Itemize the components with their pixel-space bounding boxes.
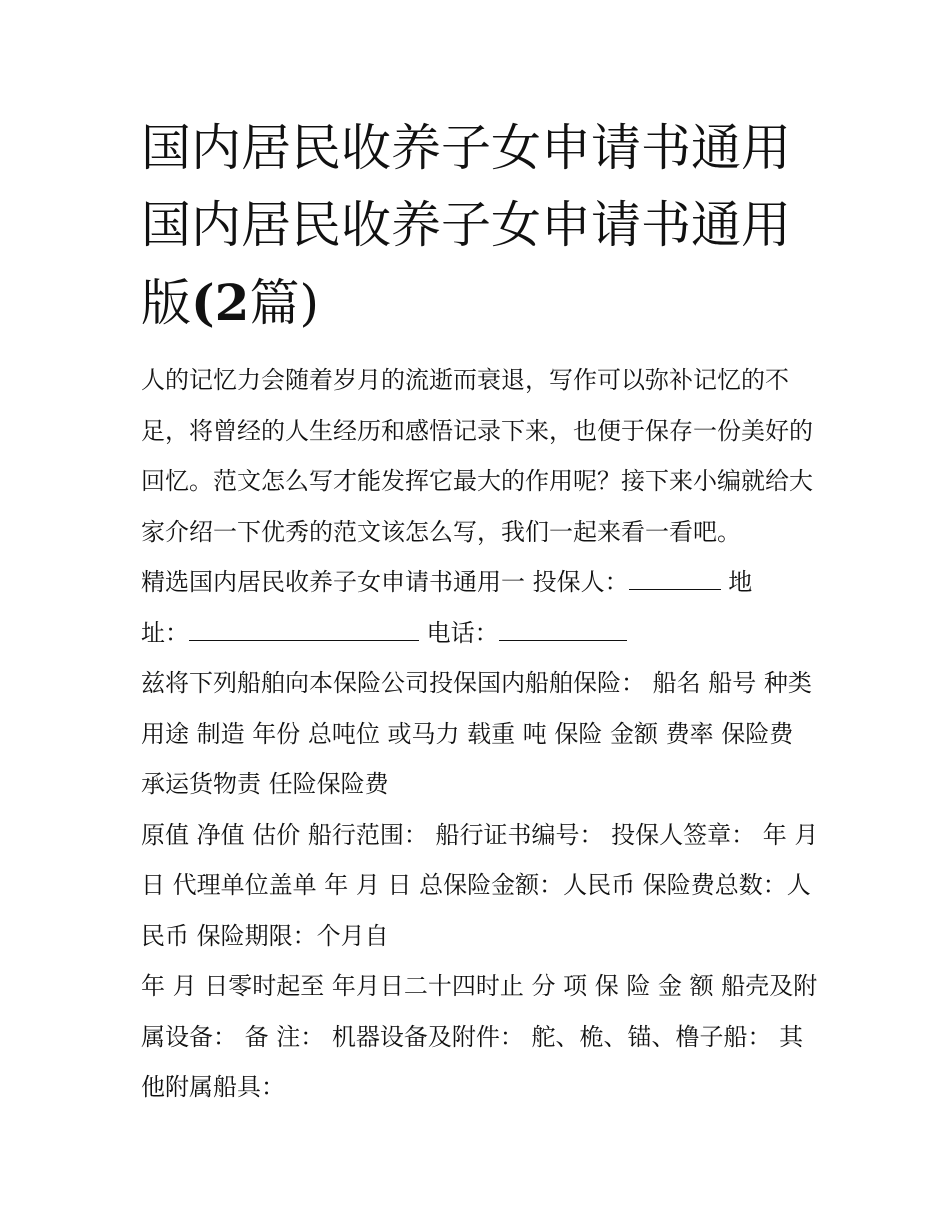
applicant-label: 精选国内居民收养子女申请书通用一 投保人： [141,568,629,596]
title-line-3-suffix: 篇) [249,274,319,332]
title-line-3-bold: (2 [191,273,250,332]
value-paragraph: 原值 净值 估价 船行范围： 船行证书编号： 投保人签章： 年 月 日 代理单位盖单 年 月 日 总保险金额：人民币 保险费总数：人民币 保险期限：个月自 [141,820,819,950]
address-blank [189,618,419,641]
intro-paragraph: 人的记忆力会随着岁月的流逝而衰退，写作可以弥补记忆的不足，将曾经的人生经历和感悟记录下来，也便于保存一份美好的回忆。范文怎么写才能发挥它最大的作用呢？接下来小编就给大家介绍一下优秀的范文该怎么写，我们一起来看一看吧。 [141,366,813,546]
address-label-part1: 地 [720,568,753,596]
title-line-3 [141,264,821,342]
title-line-3-prefix: 版 [141,274,191,332]
applicant-blank [629,567,721,590]
phone-blank [499,618,627,641]
title-line-2: 国内居民收养子女申请书通用 [141,196,791,254]
document-body [141,355,821,1113]
title-line-1: 国内居民收养子女申请书通用 [141,119,791,177]
vessel-paragraph: 兹将下列船舶向本保险公司投保国内船舶保险： 船名 船号 种类 用途 制造 年份 总吨位 或马力 载重 吨 保险 金额 费率 保险费 承运货物责 任险保险费 [141,669,812,798]
phone-label: 电话： [419,618,499,647]
applicant-paragraph [141,557,821,658]
document-title [141,110,821,342]
period-paragraph: 年 月 日零时起至 年月日二十四时止 分 项 保 险 金 额 船壳及附属设备： 备 注： 机器设备及附件： 舵、桅、锚、橹子船： 其他附属船具： [141,972,818,1101]
address-label-part2: 址： [141,618,189,647]
